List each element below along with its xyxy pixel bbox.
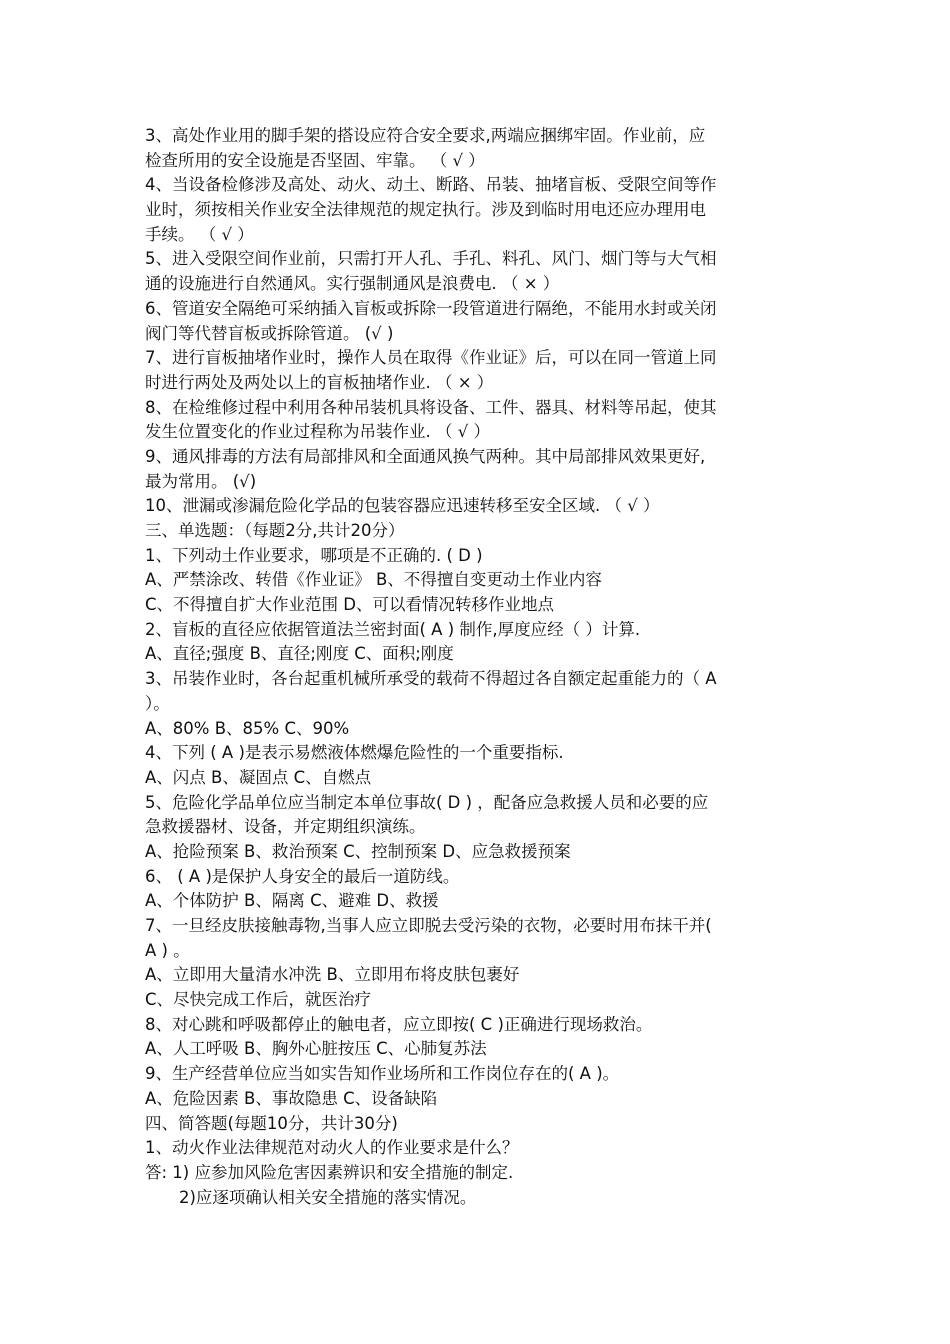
text-line: A ) 。 — [145, 940, 190, 960]
text-line: A、立即用大量清水冲洗 B、立即用布将皮肤包裹好 — [145, 965, 520, 985]
text-line: 10、泄漏或渗漏危险化学品的包装容器应迅速转移至安全区域. （ √ ） — [145, 496, 660, 516]
text-line: 3、吊装作业时，各台起重机械所承受的载荷不得超过各自额定起重能力的（ A — [145, 669, 717, 689]
text-line: 时进行两处及两处以上的盲板抽堵作业. （ × ） — [145, 372, 494, 392]
text-line: 业时，须按相关作业安全法律规范的规定执行。涉及到临时用电还应办理用电 — [145, 200, 706, 220]
text-line: 手续。 （ √ ） — [145, 224, 254, 244]
text-line: 9、通风排毒的方法有局部排风和全面通风换气两种。其中局部排风效果更好, — [145, 446, 706, 466]
text-line: 急救援器材、设备，并定期组织演练。 — [145, 817, 426, 837]
text-line: 8、对心跳和呼吸都停止的触电者，应立即按( C )正确进行现场救治。 — [145, 1014, 653, 1034]
text-line: 1、动火作业法律规范对动火人的作业要求是什么？ — [145, 1138, 519, 1158]
text-line: 1、下列动土作业要求，哪项是不正确的. ( D ) — [145, 545, 483, 565]
text-line: 检查所用的安全设施是否坚固、牢靠。 （ √ ） — [145, 150, 485, 170]
text-line: 6、 ( A )是保护人身安全的最后一道防线。 — [145, 866, 460, 886]
text-line: C、尽快完成工作后，就医治疗 — [145, 990, 372, 1010]
document-page — [145, 124, 810, 1210]
text-line: 7、进行盲板抽堵作业时，操作人员在取得《作业证》后，可以在同一管道上同 — [145, 348, 717, 368]
text-line: A、严禁涂改、转借《作业证》 B、不得擅自变更动土作业内容 — [145, 570, 602, 590]
text-line: 4、下列 ( A )是表示易燃液体燃爆危险性的一个重要指标. — [145, 743, 564, 763]
text-line: 阀门等代替盲板或拆除管道。 (√ ) — [145, 323, 394, 343]
text-line: A、80% B、85% C、90% — [145, 718, 350, 738]
text-line: 5、危险化学品单位应当制定本单位事故( D ) ，配备应急救援人员和必要的应 — [145, 792, 709, 812]
text-line: A、个体防护 B、隔离 C、避难 D、救援 — [145, 891, 439, 911]
text-line: 3、高处作业用的脚手架的搭设应符合安全要求,两端应捆绑牢固。作业前，应 — [145, 126, 706, 145]
text-line: 通的设施进行自然通风。实行强制通风是浪费电. （ × ） — [145, 274, 560, 294]
text-line: 发生位置变化的作业过程称为吊装作业. （ √ ） — [145, 422, 490, 442]
text-line: A、人工呼吸 B、胸外心脏按压 C、心肺复苏法 — [145, 1039, 487, 1059]
text-line: A、抢险预案 B、救治预案 C、控制预案 D、应急救援预案 — [145, 841, 571, 861]
text-line: 8、在检维修过程中利用各种吊装机具将设备、工件、器具、材料等吊起，使其 — [145, 397, 717, 417]
text-line: ）。 — [145, 693, 170, 713]
text-line: A、危险因素 B、事故隐患 C、设备缺陷 — [145, 1088, 438, 1108]
text-line: 5、进入受限空间作业前，只需打开人孔、手孔、料孔、风门、烟门等与大气相 — [145, 249, 717, 269]
text-line: A、闪点 B、凝固点 C、自燃点 — [145, 767, 372, 787]
text-line: 4、当设备检修涉及高处、动火、动土、断路、吊装、抽堵盲板、受限空间等作 — [145, 175, 717, 195]
section-heading: 三、单选题：（每题2分,共计20分） — [145, 521, 405, 540]
text-line: A、直径;强度 B、直径;刚度 C、面积;刚度 — [145, 644, 454, 664]
text-line: 7、一旦经皮肤接触毒物,当事人应立即脱去受污染的衣物，必要时用布抹干并( — [145, 916, 712, 935]
text-line: 9、生产经营单位应当如实告知作业场所和工作岗位存在的( A )。 — [145, 1064, 620, 1084]
section-heading: 四、简答题(每题10分，共计30分) — [145, 1113, 398, 1133]
text-line: C、不得擅自扩大作业范围 D、可以看情况转移作业地点 — [145, 595, 554, 615]
text-line: 答: 1) 应参加风险危害因素辨识和安全措施的制定. — [145, 1162, 514, 1182]
text-line: 2)应逐项确认相关安全措施的落实情况。 — [179, 1187, 477, 1207]
text-line: 6、管道安全隔绝可采纳插入盲板或拆除一段管道进行隔绝，不能用水封或关闭 — [145, 298, 717, 318]
text-line: 2、盲板的直径应依据管道法兰密封面( A ) 制作,厚度应经（ ）计算. — [145, 619, 641, 639]
text-line: 最为常用。 (√) — [145, 471, 257, 491]
